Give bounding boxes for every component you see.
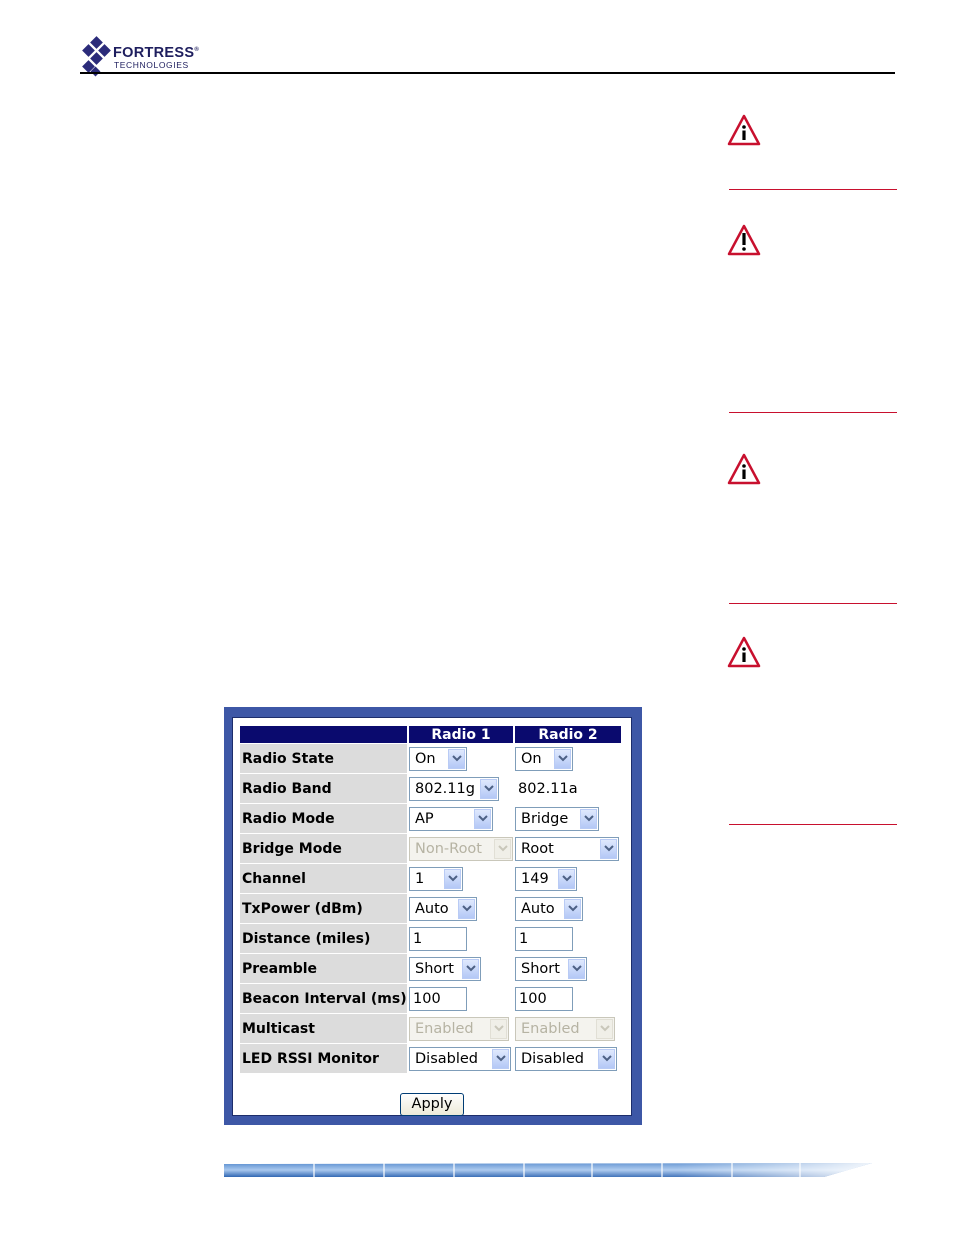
chevron-down-icon — [478, 815, 488, 822]
warning-exclamation-icon — [727, 224, 761, 256]
dropdown-arrow — [596, 1019, 613, 1039]
select-value: 802.11g — [415, 780, 475, 797]
chevron-down-icon — [600, 1025, 610, 1032]
select-value: Non-Root — [415, 840, 482, 857]
dropdown-arrow[interactable] — [598, 1049, 615, 1069]
table-row — [240, 1014, 621, 1043]
select-value: 1 — [415, 870, 425, 887]
chevron-down-icon — [568, 905, 578, 912]
header-radio-1: Radio 1 — [409, 726, 513, 743]
chevron-down-icon — [448, 875, 458, 882]
led-rssi-monitor-radio-2-select[interactable] — [515, 1047, 617, 1071]
radio-settings-form — [232, 717, 632, 1116]
dropdown-arrow[interactable] — [492, 1049, 509, 1069]
chevron-down-icon — [604, 845, 614, 852]
select-value: On — [521, 750, 542, 767]
radio-1-cell — [409, 864, 513, 893]
dropdown-arrow — [490, 1019, 507, 1039]
radio-1-cell — [409, 774, 513, 803]
led-rssi-monitor-radio-1-select[interactable] — [409, 1047, 511, 1071]
chevron-down-icon — [452, 755, 462, 762]
radio-1-cell — [409, 1014, 513, 1043]
setting-label: Radio State — [240, 744, 407, 773]
chevron-down-icon — [462, 905, 472, 912]
setting-label: Radio Band — [240, 774, 407, 803]
note-divider — [729, 824, 897, 825]
select-value: Auto — [415, 900, 449, 917]
channel-radio-1-select[interactable] — [409, 867, 463, 891]
radio-mode-radio-1-select[interactable] — [409, 807, 493, 831]
table-row — [240, 984, 621, 1013]
radio-1-cell — [409, 984, 513, 1013]
radio-1-cell — [409, 834, 513, 863]
radio-2-cell — [515, 774, 621, 803]
radio-settings-panel — [224, 707, 642, 1125]
table-row — [240, 924, 621, 953]
chevron-down-icon — [496, 1055, 506, 1062]
select-value: Disabled — [521, 1050, 584, 1067]
distance-miles-radio-1-input[interactable]: 1 — [409, 927, 467, 951]
radio-2-cell — [515, 834, 621, 863]
setting-label: Preamble — [240, 954, 407, 983]
dropdown-arrow[interactable] — [568, 959, 585, 979]
table-row — [240, 774, 621, 803]
select-value: Bridge — [521, 810, 569, 827]
txpower-dbm-radio-1-select[interactable] — [409, 897, 477, 921]
radio-1-cell — [409, 804, 513, 833]
chevron-down-icon — [494, 1025, 504, 1032]
radio-1-cell — [409, 894, 513, 923]
dropdown-arrow[interactable] — [554, 749, 571, 769]
table-row — [240, 954, 621, 983]
txpower-dbm-radio-2-select[interactable] — [515, 897, 583, 921]
radio-state-radio-1-select[interactable] — [409, 747, 467, 771]
radio-1-cell — [409, 744, 513, 773]
footer-decorative-bar — [224, 1162, 872, 1178]
logo-subtitle: TECHNOLOGIES — [114, 60, 189, 70]
setting-label: Radio Mode — [240, 804, 407, 833]
radio-band-radio-1-select[interactable] — [409, 777, 499, 801]
select-value: Root — [521, 840, 554, 857]
chevron-down-icon — [466, 965, 476, 972]
header-radio-2: Radio 2 — [515, 726, 621, 743]
info-caution-icon — [727, 114, 761, 146]
bridge-mode-radio-1-select — [409, 837, 513, 861]
radio-2-cell — [515, 924, 621, 953]
preamble-radio-2-select[interactable] — [515, 957, 587, 981]
select-value: 149 — [521, 870, 549, 887]
info-caution-icon — [727, 636, 761, 668]
select-value: Enabled — [415, 1020, 474, 1037]
dropdown-arrow[interactable] — [448, 749, 465, 769]
select-value: On — [415, 750, 436, 767]
radio-2-cell — [515, 744, 621, 773]
info-caution-icon — [727, 453, 761, 485]
chevron-down-icon — [584, 815, 594, 822]
dropdown-arrow[interactable] — [474, 809, 491, 829]
table-header-row — [240, 726, 621, 743]
bridge-mode-radio-2-select[interactable] — [515, 837, 619, 861]
note-divider — [729, 189, 897, 190]
setting-label: Channel — [240, 864, 407, 893]
radio-2-cell — [515, 1014, 621, 1043]
select-value: Auto — [521, 900, 555, 917]
dropdown-arrow[interactable] — [458, 899, 475, 919]
multicast-radio-1-select — [409, 1017, 509, 1041]
radio-2-cell — [515, 984, 621, 1013]
apply-row — [233, 1093, 631, 1116]
dropdown-arrow[interactable] — [564, 899, 581, 919]
radio-2-cell — [515, 1044, 621, 1073]
note-divider — [729, 603, 897, 604]
table-row — [240, 804, 621, 833]
radio-2-cell — [515, 864, 621, 893]
table-row — [240, 1044, 621, 1073]
dropdown-arrow[interactable] — [600, 839, 617, 859]
dropdown-arrow[interactable] — [462, 959, 479, 979]
select-value: AP — [415, 810, 434, 827]
select-value: Enabled — [521, 1020, 580, 1037]
setting-label: LED RSSI Monitor — [240, 1044, 407, 1073]
setting-label: Distance (miles) — [240, 924, 407, 953]
radio-1-cell — [409, 954, 513, 983]
radio-2-cell — [515, 954, 621, 983]
multicast-radio-2-select — [515, 1017, 615, 1041]
preamble-radio-1-select[interactable] — [409, 957, 481, 981]
dropdown-arrow[interactable] — [558, 869, 575, 889]
radio-settings-table — [238, 725, 623, 1074]
chevron-down-icon — [498, 845, 508, 852]
dropdown-arrow — [494, 839, 511, 859]
table-row — [240, 894, 621, 923]
setting-label: Bridge Mode — [240, 834, 407, 863]
apply-button[interactable]: Apply — [400, 1093, 464, 1116]
select-value: Short — [415, 960, 454, 977]
distance-miles-radio-2-input[interactable]: 1 — [515, 927, 573, 951]
chevron-down-icon — [558, 755, 568, 762]
header-rule — [80, 72, 895, 74]
header-blank — [240, 726, 407, 743]
beacon-interval-ms-radio-2-input[interactable]: 100 — [515, 987, 573, 1011]
chevron-down-icon — [562, 875, 572, 882]
radio-state-radio-2-select[interactable] — [515, 747, 573, 771]
setting-label: TxPower (dBm) — [240, 894, 407, 923]
setting-label: Beacon Interval (ms) — [240, 984, 407, 1013]
radio-band-radio-2-value: 802.11a — [518, 780, 578, 797]
radio-1-cell — [409, 924, 513, 953]
table-row — [240, 864, 621, 893]
chevron-down-icon — [602, 1055, 612, 1062]
logo-wordmark: FORTRESS® — [113, 45, 200, 61]
dropdown-arrow[interactable] — [580, 809, 597, 829]
radio-1-cell — [409, 1044, 513, 1073]
table-row — [240, 744, 621, 773]
table-row — [240, 834, 621, 863]
select-value: Short — [521, 960, 560, 977]
radio-2-cell — [515, 804, 621, 833]
select-value: Disabled — [415, 1050, 478, 1067]
chevron-down-icon — [484, 785, 494, 792]
dropdown-arrow[interactable] — [444, 869, 461, 889]
beacon-interval-ms-radio-1-input[interactable]: 100 — [409, 987, 467, 1011]
setting-label: Multicast — [240, 1014, 407, 1043]
dropdown-arrow[interactable] — [480, 779, 497, 799]
note-divider — [729, 412, 897, 413]
radio-2-cell — [515, 894, 621, 923]
radio-mode-radio-2-select[interactable] — [515, 807, 599, 831]
chevron-down-icon — [572, 965, 582, 972]
channel-radio-2-select[interactable] — [515, 867, 577, 891]
